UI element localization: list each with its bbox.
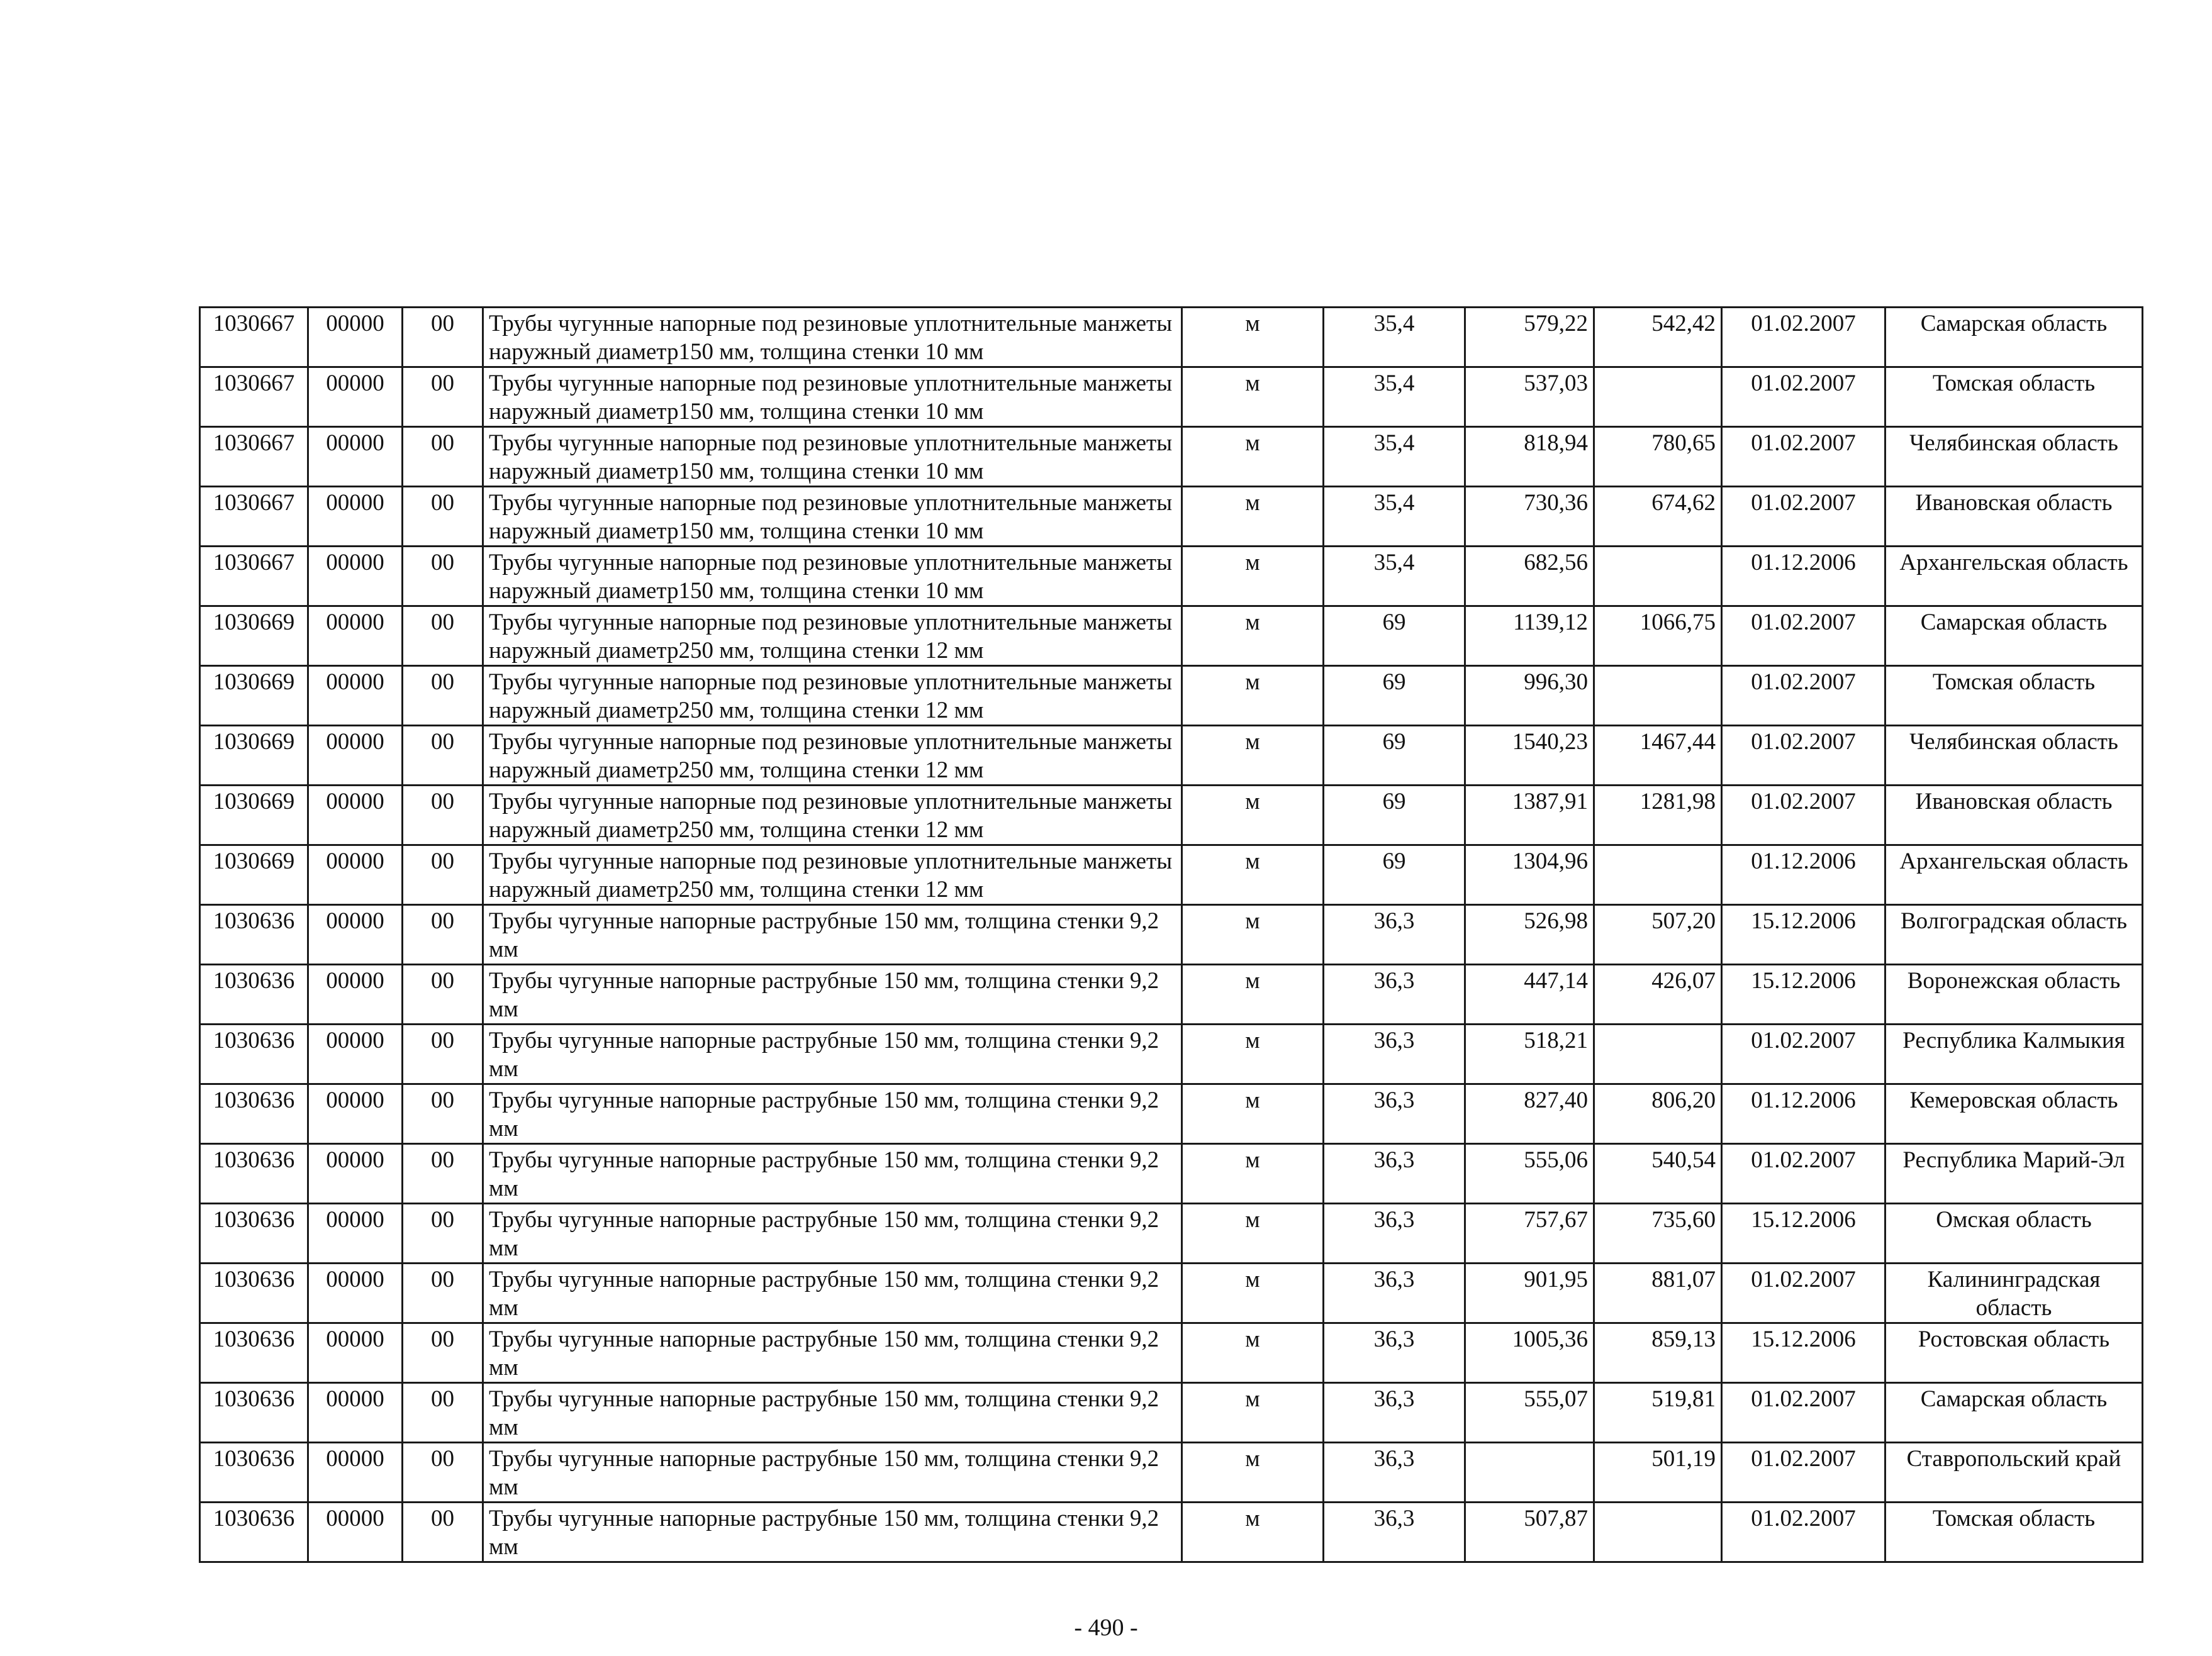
cell-date: 01.02.2007 (1722, 427, 1885, 487)
cell-region: Волгоградская область (1885, 905, 2143, 965)
cell-subcode: 00000 (308, 1323, 403, 1383)
cell-date: 01.02.2007 (1722, 1025, 1885, 1084)
cell-unit: м (1182, 308, 1324, 367)
cell-region: Республика Марий-Эл (1885, 1144, 2143, 1204)
cell-product-name: Трубы чугунные напорные под резиновые уплотнительные манжеты наружный диаметр250 мм, толщина стенки 12 мм (483, 606, 1182, 666)
cell-product-name: Трубы чугунные напорные раструбные 150 мм, толщина стенки 9,2 мм (483, 1503, 1182, 1562)
cell-subcode: 00000 (308, 1204, 403, 1264)
table-row (200, 1144, 2143, 1204)
cell-subcode: 00000 (308, 666, 403, 726)
cell-unit: м (1182, 487, 1324, 547)
cell-price-2: 674,62 (1594, 487, 1722, 547)
cell-region: Ставропольский край (1885, 1443, 2143, 1503)
cell-unit: м (1182, 1264, 1324, 1323)
cell-region: Архангельская область (1885, 845, 2143, 905)
cell-region: Воронежская область (1885, 965, 2143, 1025)
cell-variant: 00 (403, 308, 483, 367)
cell-product-name: Трубы чугунные напорные под резиновые уплотнительные манжеты наружный диаметр250 мм, толщина стенки 12 мм (483, 786, 1182, 845)
cell-variant: 00 (403, 606, 483, 666)
cell-price-2: 426,07 (1594, 965, 1722, 1025)
cell-code: 1030667 (200, 367, 308, 427)
cell-variant: 00 (403, 367, 483, 427)
cell-subcode: 00000 (308, 487, 403, 547)
cell-product-name: Трубы чугунные напорные под резиновые уплотнительные манжеты наружный диаметр150 мм, толщина стенки 10 мм (483, 547, 1182, 606)
cell-weight: 36,3 (1324, 965, 1465, 1025)
table-row (200, 1323, 2143, 1383)
cell-unit: м (1182, 1025, 1324, 1084)
cell-variant: 00 (403, 1503, 483, 1562)
cell-product-name: Трубы чугунные напорные раструбные 150 мм, толщина стенки 9,2 мм (483, 905, 1182, 965)
cell-subcode: 00000 (308, 1025, 403, 1084)
table-row (200, 1383, 2143, 1443)
cell-region: Томская область (1885, 1503, 2143, 1562)
cell-subcode: 00000 (308, 427, 403, 487)
cell-date: 01.02.2007 (1722, 666, 1885, 726)
cell-variant: 00 (403, 1323, 483, 1383)
cell-price-1: 526,98 (1465, 905, 1594, 965)
cell-region: Челябинская область (1885, 726, 2143, 786)
cell-variant: 00 (403, 1383, 483, 1443)
cell-code: 1030636 (200, 1323, 308, 1383)
cell-code: 1030667 (200, 427, 308, 487)
cell-date: 15.12.2006 (1722, 1204, 1885, 1264)
cell-product-name: Трубы чугунные напорные раструбные 150 мм, толщина стенки 9,2 мм (483, 1383, 1182, 1443)
cell-weight: 36,3 (1324, 1323, 1465, 1383)
cell-product-name: Трубы чугунные напорные раструбные 150 мм, толщина стенки 9,2 мм (483, 1144, 1182, 1204)
cell-date: 15.12.2006 (1722, 965, 1885, 1025)
cell-weight: 35,4 (1324, 547, 1465, 606)
cell-unit: м (1182, 726, 1324, 786)
cell-price-2: 1467,44 (1594, 726, 1722, 786)
cell-price-1: 996,30 (1465, 666, 1594, 726)
table-row (200, 1443, 2143, 1503)
cell-product-name: Трубы чугунные напорные под резиновые уплотнительные манжеты наружный диаметр150 мм, толщина стенки 10 мм (483, 308, 1182, 367)
cell-price-1: 579,22 (1465, 308, 1594, 367)
cell-code: 1030636 (200, 1204, 308, 1264)
cell-weight: 69 (1324, 606, 1465, 666)
cell-weight: 69 (1324, 845, 1465, 905)
cell-product-name: Трубы чугунные напорные раструбные 150 мм, толщина стенки 9,2 мм (483, 1204, 1182, 1264)
cell-unit: м (1182, 1383, 1324, 1443)
cell-variant: 00 (403, 487, 483, 547)
cell-code: 1030636 (200, 905, 308, 965)
cell-variant: 00 (403, 427, 483, 487)
cell-price-1: 518,21 (1465, 1025, 1594, 1084)
cell-price-2: 1281,98 (1594, 786, 1722, 845)
cell-subcode: 00000 (308, 905, 403, 965)
cell-unit: м (1182, 547, 1324, 606)
cell-price-1 (1465, 1443, 1594, 1503)
cell-price-1: 682,56 (1465, 547, 1594, 606)
cell-code: 1030669 (200, 666, 308, 726)
cell-date: 15.12.2006 (1722, 1323, 1885, 1383)
cell-unit: м (1182, 1323, 1324, 1383)
cell-product-name: Трубы чугунные напорные раструбные 150 мм, толщина стенки 9,2 мм (483, 965, 1182, 1025)
cell-price-1: 901,95 (1465, 1264, 1594, 1323)
cell-weight: 69 (1324, 726, 1465, 786)
cell-price-2: 780,65 (1594, 427, 1722, 487)
cell-date: 01.02.2007 (1722, 1264, 1885, 1323)
cell-subcode: 00000 (308, 845, 403, 905)
cell-product-name: Трубы чугунные напорные под резиновые уплотнительные манжеты наружный диаметр150 мм, толщина стенки 10 мм (483, 487, 1182, 547)
cell-date: 15.12.2006 (1722, 905, 1885, 965)
cell-code: 1030636 (200, 1264, 308, 1323)
cell-region: Самарская область (1885, 1383, 2143, 1443)
cell-unit: м (1182, 666, 1324, 726)
table-row (200, 845, 2143, 905)
cell-weight: 69 (1324, 786, 1465, 845)
cell-weight: 36,3 (1324, 1264, 1465, 1323)
cell-code: 1030636 (200, 1084, 308, 1144)
cell-unit: м (1182, 786, 1324, 845)
cell-unit: м (1182, 367, 1324, 427)
cell-code: 1030636 (200, 965, 308, 1025)
cell-region: Челябинская область (1885, 427, 2143, 487)
cell-price-2: 881,07 (1594, 1264, 1722, 1323)
cell-subcode: 00000 (308, 1144, 403, 1204)
cell-date: 01.02.2007 (1722, 726, 1885, 786)
cell-price-2: 507,20 (1594, 905, 1722, 965)
cell-code: 1030636 (200, 1383, 308, 1443)
cell-date: 01.02.2007 (1722, 1144, 1885, 1204)
cell-price-2: 859,13 (1594, 1323, 1722, 1383)
cell-price-1: 818,94 (1465, 427, 1594, 487)
cell-price-2 (1594, 666, 1722, 726)
cell-product-name: Трубы чугунные напорные раструбные 150 мм, толщина стенки 9,2 мм (483, 1084, 1182, 1144)
cell-variant: 00 (403, 1144, 483, 1204)
cell-unit: м (1182, 965, 1324, 1025)
cell-price-2 (1594, 1025, 1722, 1084)
cell-region: Самарская область (1885, 606, 2143, 666)
page-number: - 490 - (1074, 1614, 1138, 1641)
cell-weight: 36,3 (1324, 1503, 1465, 1562)
cell-variant: 00 (403, 726, 483, 786)
cell-weight: 69 (1324, 666, 1465, 726)
table-row (200, 786, 2143, 845)
cell-subcode: 00000 (308, 367, 403, 427)
cell-price-2: 735,60 (1594, 1204, 1722, 1264)
cell-unit: м (1182, 1144, 1324, 1204)
cell-price-1: 757,67 (1465, 1204, 1594, 1264)
table-row (200, 1503, 2143, 1562)
cell-variant: 00 (403, 905, 483, 965)
table-row (200, 965, 2143, 1025)
cell-price-1: 555,06 (1465, 1144, 1594, 1204)
cell-region: Калининградская область (1885, 1264, 2143, 1323)
table-row (200, 905, 2143, 965)
cell-weight: 36,3 (1324, 1084, 1465, 1144)
cell-region: Ростовская область (1885, 1323, 2143, 1383)
cell-price-2 (1594, 547, 1722, 606)
cell-unit: м (1182, 606, 1324, 666)
cell-subcode: 00000 (308, 1264, 403, 1323)
cell-date: 01.12.2006 (1722, 1084, 1885, 1144)
cell-code: 1030669 (200, 726, 308, 786)
table-row (200, 1084, 2143, 1144)
cell-variant: 00 (403, 1264, 483, 1323)
cell-variant: 00 (403, 547, 483, 606)
cell-region: Архангельская область (1885, 547, 2143, 606)
cell-price-2 (1594, 367, 1722, 427)
table-row (200, 427, 2143, 487)
cell-code: 1030667 (200, 308, 308, 367)
cell-weight: 36,3 (1324, 1025, 1465, 1084)
cell-subcode: 00000 (308, 606, 403, 666)
table-row (200, 308, 2143, 367)
cell-price-1: 730,36 (1465, 487, 1594, 547)
cell-price-2: 501,19 (1594, 1443, 1722, 1503)
cell-product-name: Трубы чугунные напорные под резиновые уплотнительные манжеты наружный диаметр150 мм, толщина стенки 10 мм (483, 367, 1182, 427)
cell-date: 01.02.2007 (1722, 1443, 1885, 1503)
cell-region: Томская область (1885, 666, 2143, 726)
cell-code: 1030667 (200, 487, 308, 547)
cell-subcode: 00000 (308, 1084, 403, 1144)
table-row (200, 547, 2143, 606)
cell-unit: м (1182, 1204, 1324, 1264)
cell-subcode: 00000 (308, 1503, 403, 1562)
cell-code: 1030669 (200, 845, 308, 905)
cell-unit: м (1182, 845, 1324, 905)
cell-price-2: 519,81 (1594, 1383, 1722, 1443)
cell-date: 01.02.2007 (1722, 367, 1885, 427)
cell-subcode: 00000 (308, 965, 403, 1025)
cell-variant: 00 (403, 1025, 483, 1084)
cell-price-1: 1139,12 (1465, 606, 1594, 666)
table-row (200, 666, 2143, 726)
cell-price-1: 537,03 (1465, 367, 1594, 427)
table-row (200, 487, 2143, 547)
table-row (200, 1264, 2143, 1323)
table-row (200, 726, 2143, 786)
cell-price-1: 555,07 (1465, 1383, 1594, 1443)
price-table (199, 306, 2143, 1563)
cell-price-2: 1066,75 (1594, 606, 1722, 666)
cell-region: Ивановская область (1885, 487, 2143, 547)
cell-product-name: Трубы чугунные напорные раструбные 150 мм, толщина стенки 9,2 мм (483, 1025, 1182, 1084)
cell-code: 1030636 (200, 1503, 308, 1562)
cell-date: 01.12.2006 (1722, 547, 1885, 606)
cell-weight: 35,4 (1324, 427, 1465, 487)
table-row (200, 367, 2143, 427)
cell-price-1: 447,14 (1465, 965, 1594, 1025)
cell-date: 01.02.2007 (1722, 1503, 1885, 1562)
cell-date: 01.02.2007 (1722, 1383, 1885, 1443)
cell-region: Кемеровская область (1885, 1084, 2143, 1144)
cell-region: Томская область (1885, 367, 2143, 427)
cell-code: 1030636 (200, 1144, 308, 1204)
cell-subcode: 00000 (308, 786, 403, 845)
cell-weight: 36,3 (1324, 1383, 1465, 1443)
cell-product-name: Трубы чугунные напорные раструбные 150 мм, толщина стенки 9,2 мм (483, 1323, 1182, 1383)
cell-date: 01.02.2007 (1722, 786, 1885, 845)
cell-unit: м (1182, 1443, 1324, 1503)
cell-variant: 00 (403, 1443, 483, 1503)
cell-date: 01.02.2007 (1722, 487, 1885, 547)
cell-subcode: 00000 (308, 1443, 403, 1503)
cell-weight: 36,3 (1324, 1443, 1465, 1503)
cell-variant: 00 (403, 965, 483, 1025)
cell-region: Омская область (1885, 1204, 2143, 1264)
cell-code: 1030669 (200, 606, 308, 666)
cell-product-name: Трубы чугунные напорные под резиновые уплотнительные манжеты наружный диаметр250 мм, толщина стенки 12 мм (483, 666, 1182, 726)
cell-code: 1030667 (200, 547, 308, 606)
cell-weight: 35,4 (1324, 308, 1465, 367)
cell-variant: 00 (403, 1204, 483, 1264)
cell-weight: 36,3 (1324, 1144, 1465, 1204)
cell-variant: 00 (403, 845, 483, 905)
cell-price-1: 1540,23 (1465, 726, 1594, 786)
cell-product-name: Трубы чугунные напорные под резиновые уплотнительные манжеты наружный диаметр250 мм, толщина стенки 12 мм (483, 726, 1182, 786)
cell-region: Самарская область (1885, 308, 2143, 367)
cell-subcode: 00000 (308, 308, 403, 367)
cell-unit: м (1182, 427, 1324, 487)
cell-product-name: Трубы чугунные напорные раструбные 150 мм, толщина стенки 9,2 мм (483, 1443, 1182, 1503)
cell-price-1: 1005,36 (1465, 1323, 1594, 1383)
cell-region: Ивановская область (1885, 786, 2143, 845)
cell-unit: м (1182, 1084, 1324, 1144)
cell-code: 1030636 (200, 1025, 308, 1084)
cell-subcode: 00000 (308, 547, 403, 606)
table-body (200, 308, 2143, 1562)
cell-product-name: Трубы чугунные напорные под резиновые уплотнительные манжеты наружный диаметр250 мм, толщина стенки 12 мм (483, 845, 1182, 905)
cell-price-1: 827,40 (1465, 1084, 1594, 1144)
cell-product-name: Трубы чугунные напорные под резиновые уплотнительные манжеты наружный диаметр150 мм, толщина стенки 10 мм (483, 427, 1182, 487)
cell-code: 1030669 (200, 786, 308, 845)
cell-variant: 00 (403, 786, 483, 845)
cell-price-1: 1387,91 (1465, 786, 1594, 845)
cell-variant: 00 (403, 1084, 483, 1144)
cell-price-2: 540,54 (1594, 1144, 1722, 1204)
cell-subcode: 00000 (308, 1383, 403, 1443)
cell-code: 1030636 (200, 1443, 308, 1503)
cell-date: 01.02.2007 (1722, 606, 1885, 666)
cell-variant: 00 (403, 666, 483, 726)
cell-product-name: Трубы чугунные напорные раструбные 150 мм, толщина стенки 9,2 мм (483, 1264, 1182, 1323)
cell-weight: 35,4 (1324, 367, 1465, 427)
cell-price-2 (1594, 1503, 1722, 1562)
cell-weight: 35,4 (1324, 487, 1465, 547)
cell-date: 01.02.2007 (1722, 308, 1885, 367)
cell-unit: м (1182, 1503, 1324, 1562)
cell-weight: 36,3 (1324, 905, 1465, 965)
cell-weight: 36,3 (1324, 1204, 1465, 1264)
table-row (200, 1204, 2143, 1264)
cell-price-2: 806,20 (1594, 1084, 1722, 1144)
table-row (200, 1025, 2143, 1084)
cell-price-1: 507,87 (1465, 1503, 1594, 1562)
cell-region: Республика Калмыкия (1885, 1025, 2143, 1084)
cell-subcode: 00000 (308, 726, 403, 786)
cell-price-2 (1594, 845, 1722, 905)
cell-price-1: 1304,96 (1465, 845, 1594, 905)
cell-price-2: 542,42 (1594, 308, 1722, 367)
cell-unit: м (1182, 905, 1324, 965)
cell-date: 01.12.2006 (1722, 845, 1885, 905)
table-row (200, 606, 2143, 666)
